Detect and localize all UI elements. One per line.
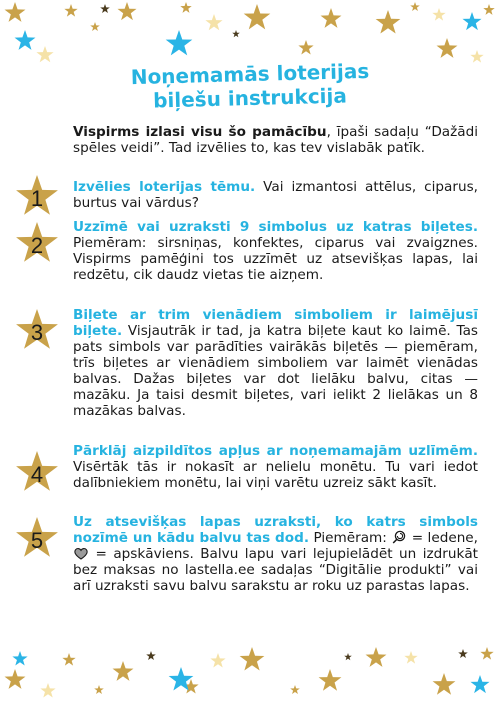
step-3-badge — [15, 309, 59, 353]
step-4-heading: Pārklāj aizpildītos apļus ar noņemamajām uzlīmēm. — [73, 443, 478, 459]
step-1-text: Vai izmantosi attēlus, ciparus, burtus vai vārdus? — [73, 179, 478, 211]
step-5-text-a: Piemēram: — [309, 530, 392, 546]
title-line-1: Noņemamās loterijas — [130, 58, 370, 90]
step-2-badge — [15, 222, 59, 266]
step-4 — [30, 443, 478, 491]
step-3 — [30, 307, 478, 419]
step-1-badge — [15, 175, 59, 219]
decorative-stars-bottom — [0, 623, 500, 703]
step-3-number: 3 — [30, 320, 44, 345]
step-2-number: 2 — [30, 233, 44, 258]
page-title — [0, 58, 500, 113]
step-5-text-c: = apskāviens. Balvu lapu vari lejupielādēt un izdrukāt bez maksas no lastella.ee sadaļas “Digitālie produkti” vai arī uzraksti savu balvu sarakstu ar roku uz parastas lapas. — [73, 546, 478, 594]
step-2 — [30, 219, 478, 283]
step-4-text: Visērtāk tās ir nokasīt ar nelielu monētu. Tu vari iedot dalībniekiem monētu, lai viņi varētu uzreiz sākt kasīt. — [73, 459, 478, 491]
step-1-heading: Izvēlies loterijas tēmu. — [73, 179, 256, 195]
step-2-heading: Uzzīmē vai uzraksti 9 simbolus uz katras biļetes. — [73, 219, 478, 235]
step-5-badge — [15, 517, 59, 561]
step-5-text-b: = ledene, — [407, 530, 478, 546]
step-5-number: 5 — [30, 528, 44, 553]
step-3-heading: Biļete ar trim vienādiem simboliem ir laimējusī biļete. — [73, 307, 478, 339]
intro-bold: Vispirms izlasi visu šo pamācību — [73, 124, 327, 140]
step-4-badge — [15, 451, 59, 495]
step-5 — [30, 514, 478, 594]
intro-paragraph — [73, 124, 478, 156]
heart-icon — [74, 547, 88, 560]
intro-text: , īpaši sadaļu “Dažādi spēles veidi”. Tad izvēlies to, kas tev vislabāk patīk. — [73, 124, 478, 156]
step-1-number: 1 — [30, 186, 44, 211]
step-2-text: Piemēram: sirsniņas, konfektes, ciparus vai zvaigznes. Vispirms pamēģini tos uzzīmēt uz atsevišķas lapas, lai redzētu, cik daudz vietas tie aizņem. — [73, 235, 478, 283]
step-1 — [30, 179, 478, 211]
title-line-2: biļešu instrukcija — [152, 83, 348, 113]
lollipop-icon — [392, 530, 406, 544]
step-3-text: Visjautrāk ir tad, ja katra biļete kaut ko laimē. Tas pats simbols var parādīties vairākās biļetēs — piemēram, trīs biļetes ar vienādiem simboliem var laimēt vienādas balvas. Dažas biļetes var dot lielāku balvu, citas — mazāku. Ja taisi desmit biļetes, vari ielikt 2 lielākas un 8 mazākas balvas. — [73, 323, 478, 419]
step-5-heading: Uz atsevišķas lapas uzraksti, ko katrs simbols nozīmē un kādu balvu tas dod. — [73, 514, 478, 546]
step-4-number: 4 — [30, 462, 44, 487]
